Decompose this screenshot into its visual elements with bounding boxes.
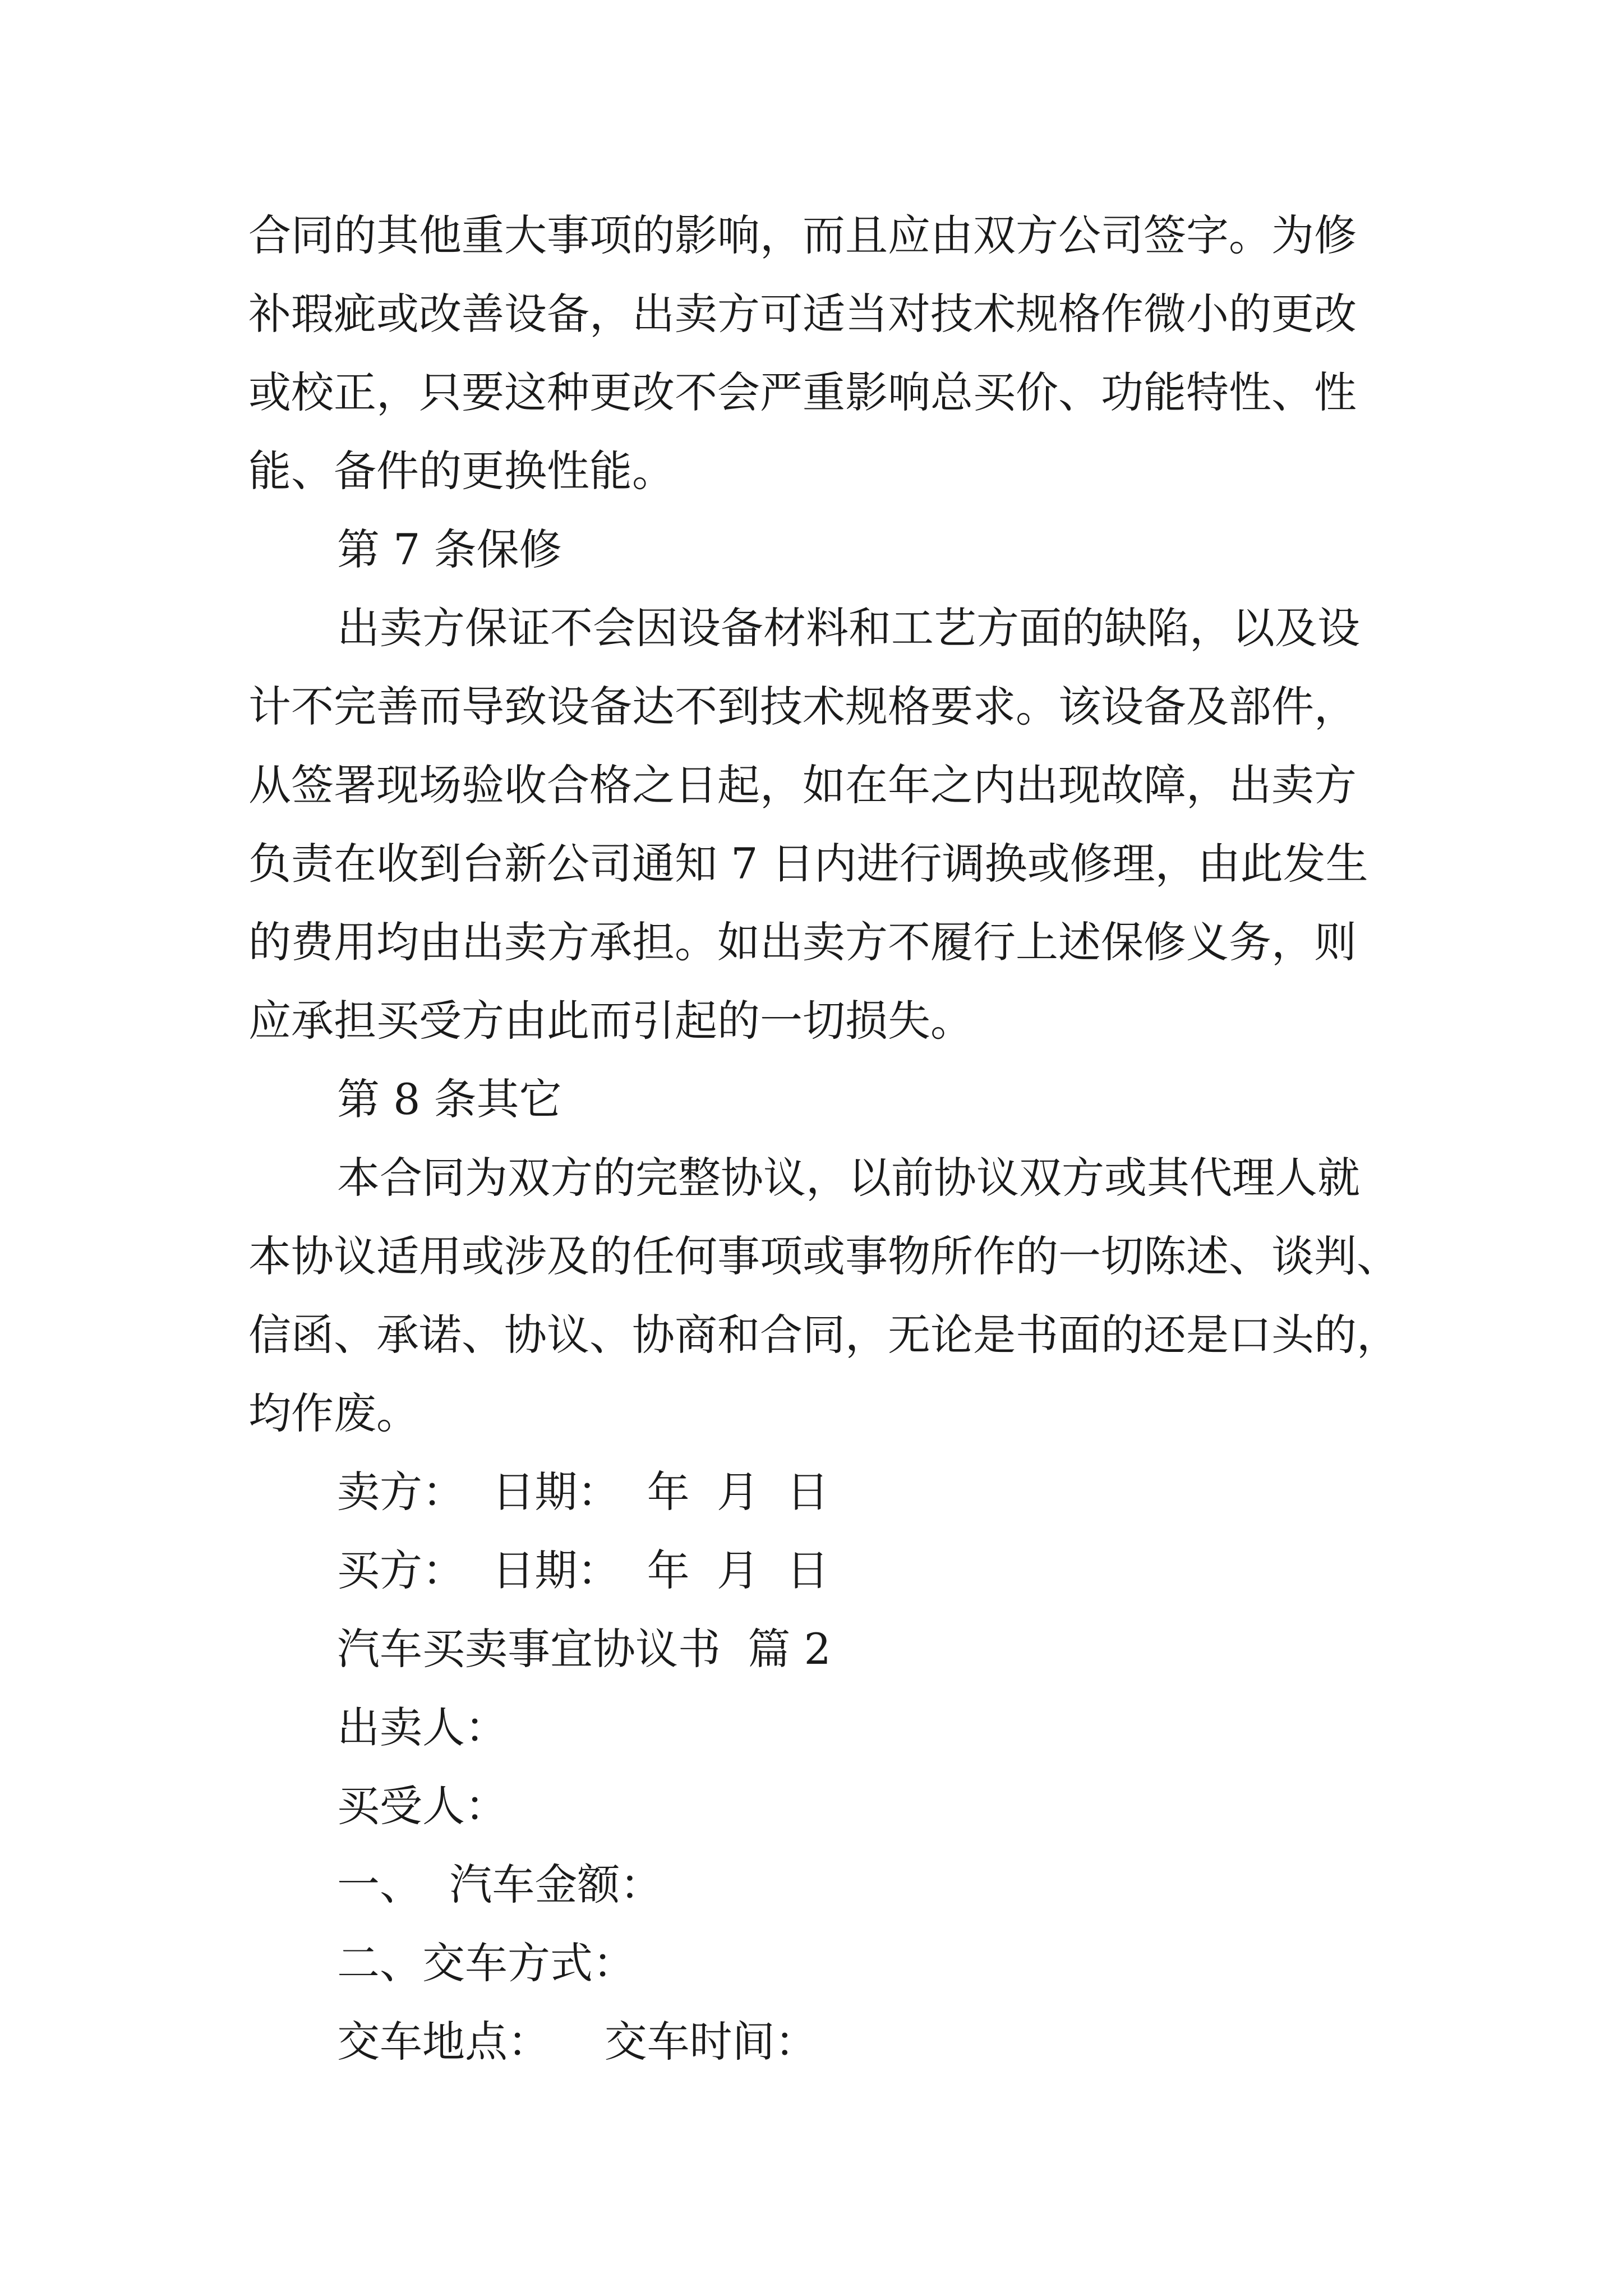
field-delivery-method: 二、交车方式： — [337, 1938, 635, 1988]
document-title: 汽车买卖事宜协议书 篇 2 — [337, 1624, 831, 1674]
paragraph-line: 从签署现场验收合格之日起，如在年之内出现故障，出卖方 — [248, 760, 1357, 810]
field-buyer: 买受人： — [337, 1781, 508, 1831]
paragraph-line: 或校正，只要这种更改不会严重影响总买价、功能特性、性 — [248, 367, 1357, 417]
paragraph-line: 均作废。 — [248, 1388, 419, 1438]
buyer-signature-line: 买方： 日期： 年 月 日 — [337, 1545, 829, 1595]
paragraph-line: 信函、承诺、协议、协商和合同，无论是书面的还是口头的， — [248, 1310, 1399, 1360]
paragraph-line: 能、备件的更换性能。 — [248, 446, 675, 496]
paragraph-line: 出卖方保证不会因设备材料和工艺方面的缺陷，以及设 — [337, 603, 1360, 653]
field-seller: 出卖人： — [337, 1703, 508, 1752]
field-delivery-place-time: 交车地点： 交车时间： — [337, 2017, 818, 2067]
paragraph-line: 本合同为双方的完整协议，以前协议双方或其代理人就 — [337, 1153, 1360, 1203]
seller-signature-line: 卖方： 日期： 年 月 日 — [337, 1467, 829, 1517]
section-heading: 第 7 条保修 — [337, 524, 562, 574]
paragraph-line: 补瑕疵或改善设备，出卖方可适当对技术规格作微小的更改 — [248, 289, 1357, 339]
paragraph-line: 负责在收到台新公司通知 7 日内进行调换或修理，由此发生 — [248, 839, 1368, 889]
field-car-amount: 一、 汽车金额： — [337, 1860, 663, 1910]
paragraph-line: 的费用均由出卖方承担。如出卖方不履行上述保修义务，则 — [248, 917, 1357, 967]
paragraph-line: 应承担买受方由此而引起的一切损失。 — [248, 996, 973, 1046]
paragraph-line: 计不完善而导致设备达不到技术规格要求。该设备及部件， — [248, 682, 1357, 731]
paragraph-line: 合同的其他重大事项的影响，而且应由双方公司签字。为修 — [248, 210, 1357, 260]
section-heading: 第 8 条其它 — [337, 1074, 562, 1124]
paragraph-line: 本协议适用或涉及的任何事项或事物所作的一切陈述、谈判、 — [248, 1231, 1399, 1281]
